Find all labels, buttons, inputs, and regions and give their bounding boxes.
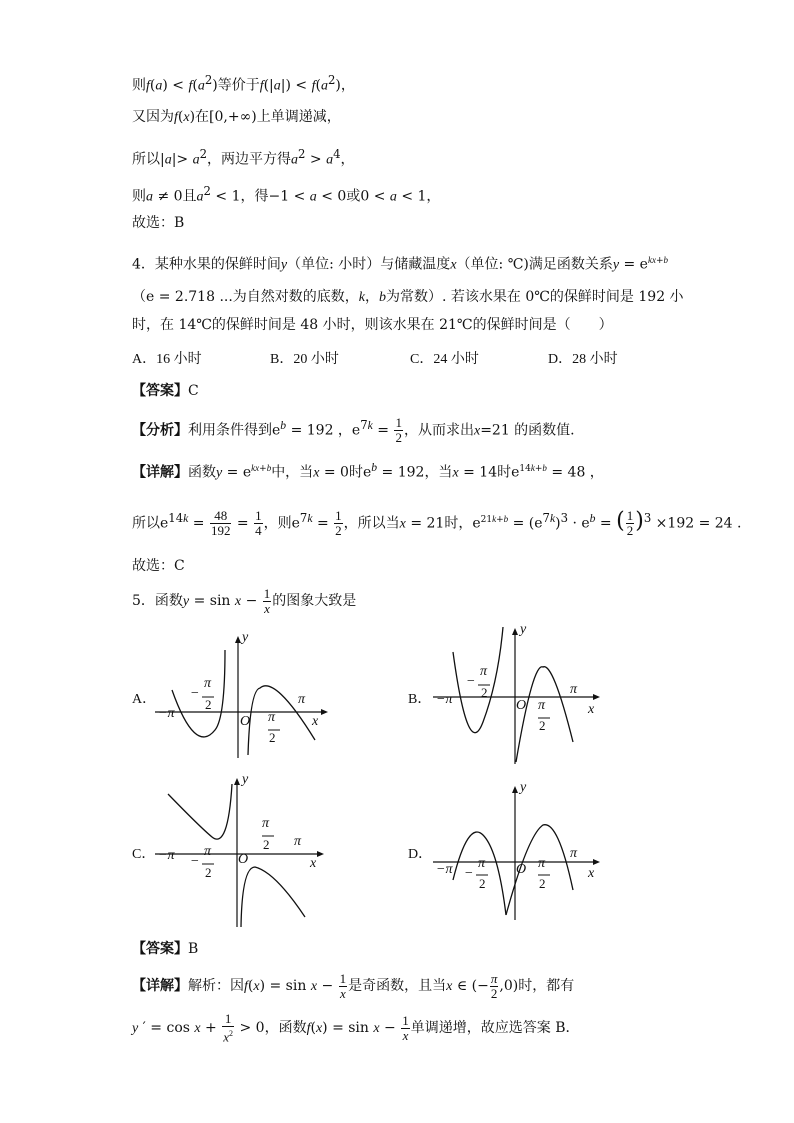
y-axis-label: y <box>520 780 527 795</box>
derivation-line-3: 所以$|a|> a^2$，两边平方得$a^2 > a^4$， <box>132 147 355 168</box>
neg-pi-label: −π <box>158 706 175 721</box>
pi-over-2-num: π <box>268 710 276 725</box>
text: （单位: 小时）与储藏温度 <box>287 256 451 273</box>
q5-detail-1: 【详解】解析：因f(x) = sin x − $\frac{1}{x}$ 是奇函数，且当x ∈ (− $\frac{\pi}{2}$ ,0)时，都有 <box>132 970 575 1001</box>
text: 上单调递减， <box>256 109 341 125</box>
text: 时，都有 <box>518 978 575 994</box>
neg-pi-label: −π <box>158 848 175 863</box>
y-axis-label: y <box>242 772 249 787</box>
graph-c-svg <box>150 772 350 930</box>
pi-over-2-den: 2 <box>539 718 546 733</box>
text: 在 <box>195 109 210 125</box>
pi-label: π <box>570 846 578 861</box>
pi-over-2-den: 2 <box>481 685 488 700</box>
q4-option-b[interactable]: B．20 小时 <box>270 352 339 367</box>
graph-b-svg <box>428 622 628 772</box>
q4-final: 故选：C <box>132 558 185 574</box>
text: 某种水果的保鲜时间 <box>154 256 281 273</box>
derivation-line-1: 则$f(a) < f(a^2)$等价于$f(|a|) < f(a^2)$， <box>132 73 355 94</box>
q5-graph-b[interactable] <box>428 622 628 776</box>
text: 函数 <box>188 464 216 481</box>
text: 且 <box>182 188 197 205</box>
neg-sign: − <box>464 866 474 881</box>
text: ，所以当 <box>343 515 400 532</box>
variable: x <box>473 423 481 439</box>
text: ，函数 <box>264 1020 307 1037</box>
text: 又因为 <box>132 109 174 125</box>
text: 利用条件得到 <box>188 422 272 439</box>
neg-pi-label: −π <box>436 692 453 707</box>
text: 时， <box>444 515 473 532</box>
q5-option-b-label[interactable]: B． <box>408 692 432 707</box>
pi-label: π <box>298 692 306 707</box>
x-axis-label: x <box>310 856 317 871</box>
text: ，从而求出 <box>403 422 474 439</box>
q4-option-c[interactable]: C．24 小时 <box>410 352 479 367</box>
text: 所以 <box>132 515 160 532</box>
origin-label: O <box>240 714 251 729</box>
text: 是奇函数，且当 <box>348 978 447 994</box>
q4-stem-line-1: 4．某种水果的保鲜时间y（单位: 小时）与储藏温度x（单位: ℃)满足函数关系$y = e^{kx+b}$ <box>132 255 669 273</box>
pi-label: π <box>570 682 578 697</box>
question-number: 5． <box>132 593 155 609</box>
interval: [0,+∞) <box>209 109 257 125</box>
text: （单位: ℃)满足函数关系 <box>456 256 613 273</box>
text: 函数 <box>154 593 183 609</box>
neg-pi-label: −π <box>436 862 453 877</box>
derivation-line-2: 又因为f(x)在[0,+∞)上单调递减， <box>132 109 341 125</box>
derivation-line-4: 则a ≠ 0且$a^2 < 1$，得−1 < a < 0或0 < a < 1， <box>132 184 441 205</box>
q5-graph-d[interactable] <box>428 780 628 929</box>
q4-stem-line-3: 时，在 14℃的保鲜时间是 48 小时，则该水果在 21℃的保鲜时间是（ ） <box>132 317 613 333</box>
text: 时 <box>497 464 512 481</box>
pi-over-2-den: 2 <box>263 837 270 852</box>
answer-line-q3: 故选：B <box>132 215 185 231</box>
text: 解析：因 <box>188 978 244 994</box>
q4-detail: 【详解】函数$y = e^{kx+b}$中，当x = 0时$e^b = 192$，当x = 14时$e^{14k+b} = 48$ ， <box>132 461 604 481</box>
text: 所以 <box>132 151 160 168</box>
graph-a-svg <box>150 630 350 765</box>
y-axis-label: y <box>520 622 527 637</box>
answer-tag: 【答案】 <box>132 383 188 399</box>
pi-over-2-num: π <box>480 664 488 679</box>
q5-graph-a[interactable] <box>150 630 350 769</box>
q4-answer <box>132 380 199 402</box>
q5-option-a-label[interactable]: A． <box>132 692 157 707</box>
question-number: 4． <box>132 256 155 273</box>
text: 则 <box>132 188 146 205</box>
answer-value: B <box>188 941 199 957</box>
q5-option-c-label[interactable]: C． <box>132 847 156 862</box>
pi-over-2-den: 2 <box>205 697 212 712</box>
graph-d-svg <box>428 780 628 925</box>
q5-stem: 5．函数y = sin x − $\frac{1}{x}$ 的图象大致是 <box>132 585 357 616</box>
q5-option-d-label[interactable]: D． <box>408 847 433 862</box>
text: 为自然对数的底数， <box>232 289 359 305</box>
origin-label: O <box>516 862 527 877</box>
neg-sign: − <box>190 854 200 869</box>
detail-tag: 【详解】 <box>132 464 188 481</box>
text: 等价于 <box>217 77 260 94</box>
pi-over-2-den: 2 <box>539 876 546 891</box>
text: 单调递增，故应选答案 B． <box>410 1020 580 1037</box>
pi-over-2-num: π <box>204 844 212 859</box>
q4-option-a[interactable]: A．16 小时 <box>132 352 202 367</box>
x-axis-label: x <box>588 702 595 717</box>
text: 则 <box>132 77 146 94</box>
y-axis-label: y <box>242 630 249 645</box>
q5-answer <box>132 938 198 960</box>
detail-tag: 【详解】 <box>132 978 188 994</box>
text: ，当 <box>424 464 453 481</box>
pi-over-2-num: π <box>538 856 546 871</box>
q4-stem-line-2: （e = 2.718 ...为自然对数的底数，k，b为常数）. 若该水果在 0℃的保鲜时间是 192 小 <box>132 289 684 305</box>
q4-detail-so: 所以$e^{14k}$ = $\frac{48}{192}$ = $\frac{1}{4}$ ，则$e^{7k}$ = $\frac{1}{2}$ ，所以当x = 21时，$e^{21k+b} = (e^{7k})^3 \cdot e^b$ = ( $\frac{1}{2}$ )$^3$ ×192 = 24 . <box>132 508 742 539</box>
pi-over-2-den: 2 <box>205 865 212 880</box>
pi-over-2-den: 2 <box>479 876 486 891</box>
text: ，得 <box>240 188 269 205</box>
text: ，两边平方得 <box>207 151 292 168</box>
neg-sign: − <box>190 686 200 701</box>
text: 时 <box>348 464 363 481</box>
pi-over-2-num: π <box>204 676 212 691</box>
answer-value: C <box>188 383 199 399</box>
answer-tag: 【答案】 <box>132 941 188 957</box>
pi-over-2-num: π <box>538 698 546 713</box>
neg-sign: − <box>466 674 476 689</box>
x-axis-label: x <box>312 714 319 729</box>
origin-label: O <box>238 852 249 867</box>
x-axis-label: x <box>588 866 595 881</box>
text: 为常数）. 若该水果在 0℃的保鲜时间是 192 小 <box>386 289 684 305</box>
text: =21 的函数值. <box>480 422 575 439</box>
origin-label: O <box>516 698 527 713</box>
text: 中，当 <box>271 464 314 481</box>
pi-label: π <box>294 834 302 849</box>
text: 的图象大致是 <box>272 593 357 609</box>
text: ，则 <box>263 515 292 532</box>
pi-over-2-num: π <box>478 856 486 871</box>
pi-over-2-num: π <box>262 816 270 831</box>
text: 或 <box>346 188 361 205</box>
q5-graph-c[interactable] <box>150 772 350 934</box>
q4-analysis: 【分析】利用条件得到$e^b = 192$ ，$e^{7k}$ = $\frac{1}{2}$ ，从而求出x=21 的函数值. <box>132 415 575 446</box>
pi-over-2-den: 2 <box>269 730 276 745</box>
analysis-tag: 【分析】 <box>132 422 188 439</box>
q4-option-d[interactable]: D．28 小时 <box>548 352 618 367</box>
q5-detail-2: y ′ = cos x + $\frac{1}{x^2}$ > 0，函数f(x) = sin x − $\frac{1}{x}$ 单调递增，故应选答案 B． <box>132 1011 580 1045</box>
